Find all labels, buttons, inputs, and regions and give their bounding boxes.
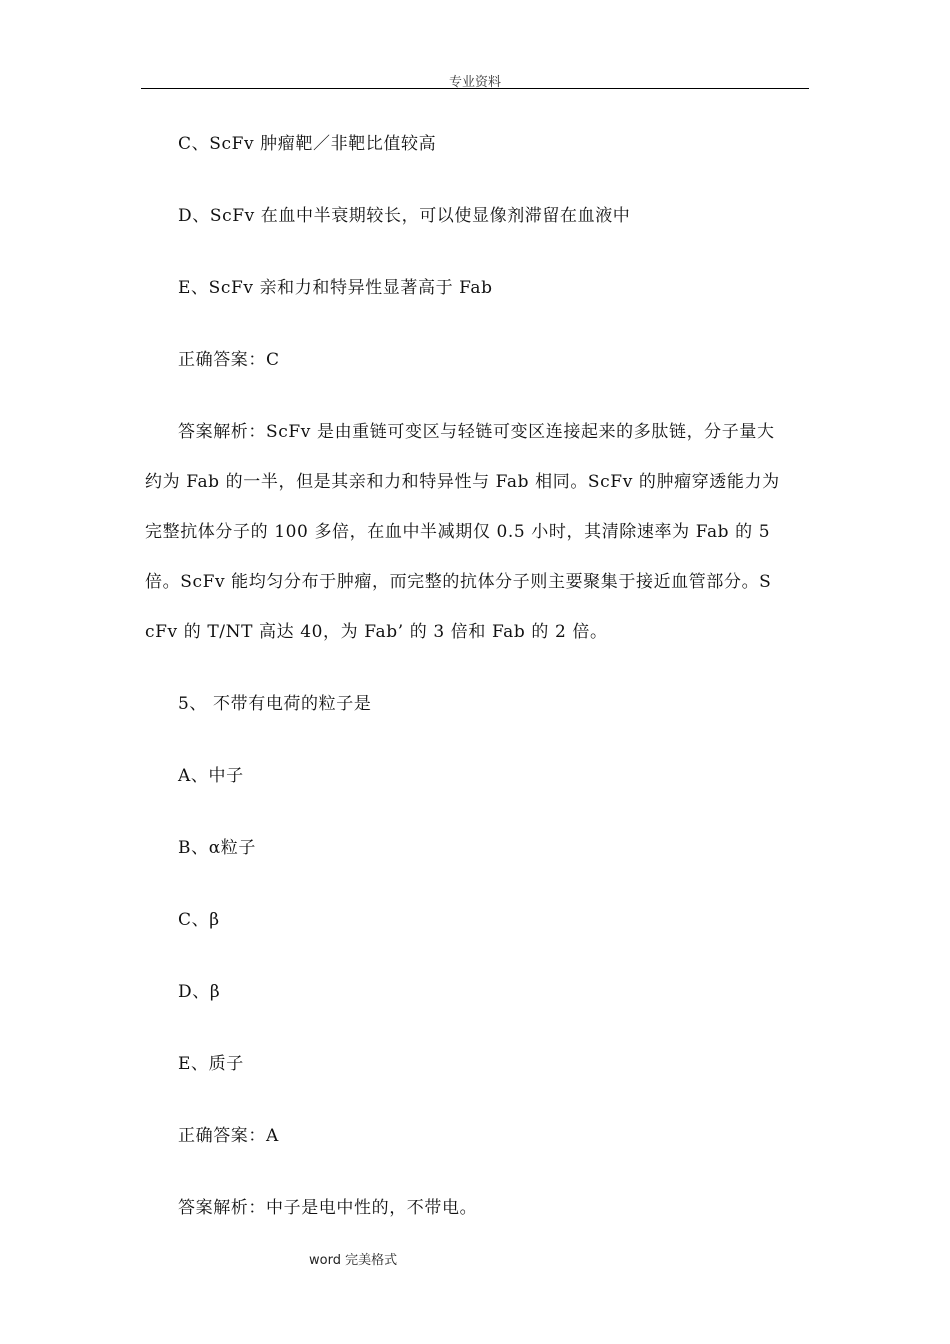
- question-5: 5、 不带有电荷的粒子是: [178, 694, 372, 714]
- header-divider: [141, 88, 809, 89]
- question-5-option-b: B、α粒子: [178, 838, 256, 858]
- page-header: 专业资料: [448, 75, 501, 90]
- explanation-line: 完整抗体分子的 100 多倍，在血中半减期仅 0.5 小时，其清除速率为 Fab 的 5: [145, 522, 771, 542]
- explanation-line: 约为 Fab 的一半，但是其亲和力和特异性与 Fab 相同。ScFv 的肿瘤穿透能力为: [145, 472, 780, 492]
- question-5-option-e: E、质子: [178, 1054, 244, 1074]
- question-5-option-c: C、β: [178, 910, 220, 930]
- explanation: 答案解析：中子是电中性的，不带电。: [178, 1198, 478, 1218]
- option-e: E、ScFv 亲和力和特异性显著高于 Fab: [178, 278, 493, 298]
- explanation-line: 倍。ScFv 能均匀分布于肿瘤，而完整的抗体分子则主要聚集于接近血管部分。S: [145, 572, 772, 592]
- correct-answer: 正确答案：C: [178, 350, 280, 370]
- question-5-option-d: D、β: [178, 982, 221, 1002]
- correct-answer: 正确答案：A: [178, 1126, 279, 1146]
- explanation-line: cFv 的 T/NT 高达 40，为 Fab’ 的 3 倍和 Fab 的 2 倍。: [145, 622, 608, 642]
- page-footer: word 完美格式: [309, 1253, 398, 1268]
- option-d: D、ScFv 在血中半衰期较长，可以使显像剂滞留在血液中: [178, 206, 631, 226]
- question-5-option-a: A、中子: [178, 766, 244, 786]
- explanation-line: 答案解析：ScFv 是由重链可变区与轻链可变区连接起来的多肽链，分子量大: [178, 422, 775, 442]
- option-c: C、ScFv 肿瘤靶／非靶比值较高: [178, 134, 437, 154]
